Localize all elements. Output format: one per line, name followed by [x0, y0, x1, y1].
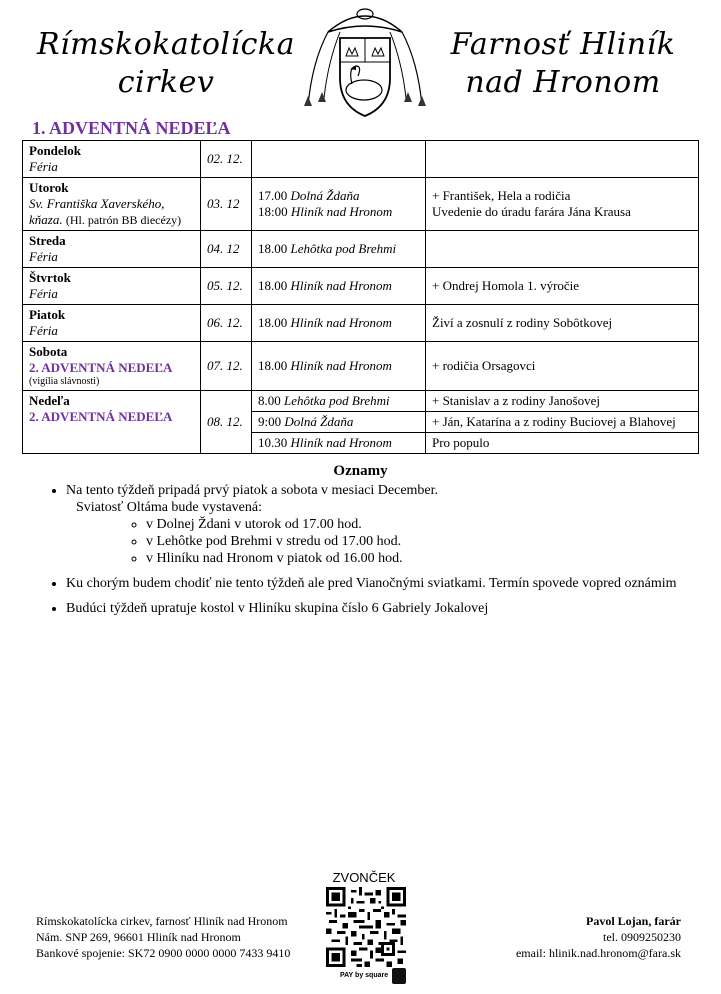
week-title: 1. ADVENTNÁ NEDEĽA	[32, 118, 231, 138]
mass-place: Hliník nad Hronom	[290, 315, 392, 330]
intention-cell	[426, 178, 699, 231]
notices-section	[40, 482, 680, 625]
table-row	[23, 178, 699, 231]
mass-time: 18:00	[258, 204, 288, 219]
footer-line: Bankové spojenie: SK72 0900 0000 0000 7433 9410	[36, 946, 291, 960]
feast-note: (vigília slávnosti)	[29, 376, 100, 387]
pastor-phone: tel. 0909250230	[603, 930, 681, 944]
notices-list	[40, 482, 680, 617]
intention-cell: + rodičia Orsagovci	[426, 342, 699, 391]
day-name: Streda	[29, 233, 66, 248]
mass-time: 18.00	[258, 315, 288, 330]
table-row	[23, 305, 699, 342]
mass-cell	[252, 141, 426, 178]
pay-by-square-icon	[392, 968, 406, 984]
mass-time: 18.00	[258, 241, 288, 256]
date-cell: 03. 12	[201, 178, 252, 231]
day-cell	[23, 342, 201, 391]
mass-schedule-table	[22, 140, 699, 454]
mass-cell	[252, 305, 426, 342]
list-item: ◦ v Dolnej Ždani v utorok od 17.00 hod.	[146, 516, 680, 533]
parish-header-right	[428, 26, 698, 102]
day-cell	[23, 178, 201, 231]
mass-cell	[252, 231, 426, 268]
list-item: ◦ v Lehôtke pod Brehmi v stredu od 17.00 hod.	[146, 533, 680, 550]
mass-time: 10.30	[258, 435, 288, 450]
parish-header-left	[24, 26, 308, 102]
notice-subintro: Sviatosť Oltáma bude vystavená:	[76, 500, 262, 515]
day-name: Nedeľa	[29, 393, 70, 408]
feast-name: 2. ADVENTNÁ NEDEĽA	[29, 409, 173, 424]
table-row	[23, 342, 699, 391]
mass-cell	[252, 342, 426, 391]
intention-cell: + Ján, Katarína a z rodiny Buciovej a Blahovej	[426, 412, 699, 433]
date-cell: 02. 12.	[201, 141, 252, 178]
table-row	[23, 391, 699, 412]
day-name: Štvrtok	[29, 270, 71, 285]
mass-entry	[258, 204, 419, 220]
mass-time: 17.00	[258, 188, 288, 203]
date-cell: 07. 12.	[201, 342, 252, 391]
day-name: Piatok	[29, 307, 66, 322]
intention-cell	[426, 231, 699, 268]
mass-place: Hliník nad Hronom	[290, 278, 392, 293]
header-left-line1: Rímskokatolícka	[36, 27, 295, 62]
day-cell	[23, 231, 201, 268]
table-row	[23, 268, 699, 305]
mass-cell	[252, 412, 426, 433]
feast-text: Sv. Františka Xaverského, kňaza.	[29, 196, 165, 227]
mass-place: Dolná Ždaňa	[290, 188, 360, 203]
notice-text: Na tento týždeň pripadá prvý piatok a sobota v mesiaci December.	[66, 483, 439, 498]
day-cell	[23, 141, 201, 178]
mass-place: Hliník nad Hronom	[290, 358, 392, 373]
mass-time: 9:00	[258, 414, 282, 429]
qr-label: ZVONČEK	[332, 870, 396, 885]
mass-time: 18.00	[258, 278, 288, 293]
header-right-line2: nad Hronom	[465, 65, 661, 100]
day-cell	[23, 305, 201, 342]
table-row	[23, 141, 699, 178]
mass-place: Hliník nad Hronom	[290, 435, 392, 450]
mass-place: Lehôtka pod Brehmi	[290, 241, 397, 256]
intention-text: + František, Hela a rodičia	[432, 188, 571, 203]
list-item: ◦ v Hliníku nad Hronom v piatok od 16.00 hod.	[146, 550, 680, 567]
feast-name: Féria	[29, 286, 58, 301]
mass-place: Hliník nad Hronom	[290, 204, 393, 219]
intention-cell: + Stanislav a z rodiny Janošovej	[426, 391, 699, 412]
intention-text: Uvedenie do úradu farára Jána Krausa	[432, 204, 631, 219]
feast-name: Féria	[29, 159, 58, 174]
feast-name: Féria	[29, 323, 58, 338]
footer-address	[36, 913, 290, 961]
qr-code-icon	[326, 887, 406, 967]
day-name: Sobota	[29, 344, 68, 359]
day-name: Pondelok	[29, 143, 82, 158]
date-cell: 08. 12.	[201, 391, 252, 454]
mass-place: Dolná Ždaňa	[284, 414, 354, 429]
footer-line: Rímskokatolícka cirkev, farnosť Hliník nad Hronom	[36, 914, 288, 928]
date-cell: 06. 12.	[201, 305, 252, 342]
mass-cell	[252, 178, 426, 231]
mass-cell	[252, 433, 426, 454]
notices-title: Oznamy	[333, 463, 388, 479]
date-cell: 04. 12	[201, 231, 252, 268]
intention-cell	[426, 141, 699, 178]
footer-contact	[516, 913, 681, 961]
day-cell	[23, 391, 201, 454]
intention-cell: Živí a zosnulí z rodiny Sobôtkovej	[426, 305, 699, 342]
mass-place: Lehôtka pod Brehmi	[284, 393, 390, 408]
table-row	[23, 231, 699, 268]
intention-cell: + Ondrej Homola 1. výročie	[426, 268, 699, 305]
header-right-line1: Farnosť Hliník	[450, 27, 676, 62]
intention-cell: Pro populo	[426, 433, 699, 454]
header-left-line2: cirkev	[117, 65, 215, 100]
mass-cell	[252, 268, 426, 305]
list-item	[66, 482, 680, 567]
pay-by-square-caption: PAY by square	[340, 972, 389, 979]
parish-crest-icon	[300, 2, 430, 122]
list-item: • Budúci týždeň upratuje kostol v Hliníku skupina číslo 6 Gabriely Jokalovej	[66, 600, 680, 617]
date-cell: 05. 12.	[201, 268, 252, 305]
day-name: Utorok	[29, 180, 69, 195]
mass-time: 18.00	[258, 358, 288, 373]
pastor-email: email: hlinik.nad.hronom@fara.sk	[515, 946, 681, 960]
adoration-list	[66, 516, 680, 567]
mass-time: 8.00	[258, 393, 281, 408]
list-item: • Ku chorým budem chodiť nie tento týždeň ale pred Vianočnými sviatkami. Termín spovede vopred oznámim	[66, 575, 680, 592]
footer-line: Nám. SNP 269, 96601 Hliník nad Hronom	[36, 930, 241, 944]
day-cell	[23, 268, 201, 305]
feast-note: (Hl. patrón BB diecézy)	[65, 213, 182, 227]
mass-entry	[258, 188, 419, 204]
feast-name: Féria	[29, 249, 58, 264]
feast-name	[29, 196, 194, 228]
feast-name: 2. ADVENTNÁ NEDEĽA	[29, 360, 173, 375]
mass-cell	[252, 391, 426, 412]
pastor-name: Pavol Lojan, farár	[586, 914, 681, 928]
